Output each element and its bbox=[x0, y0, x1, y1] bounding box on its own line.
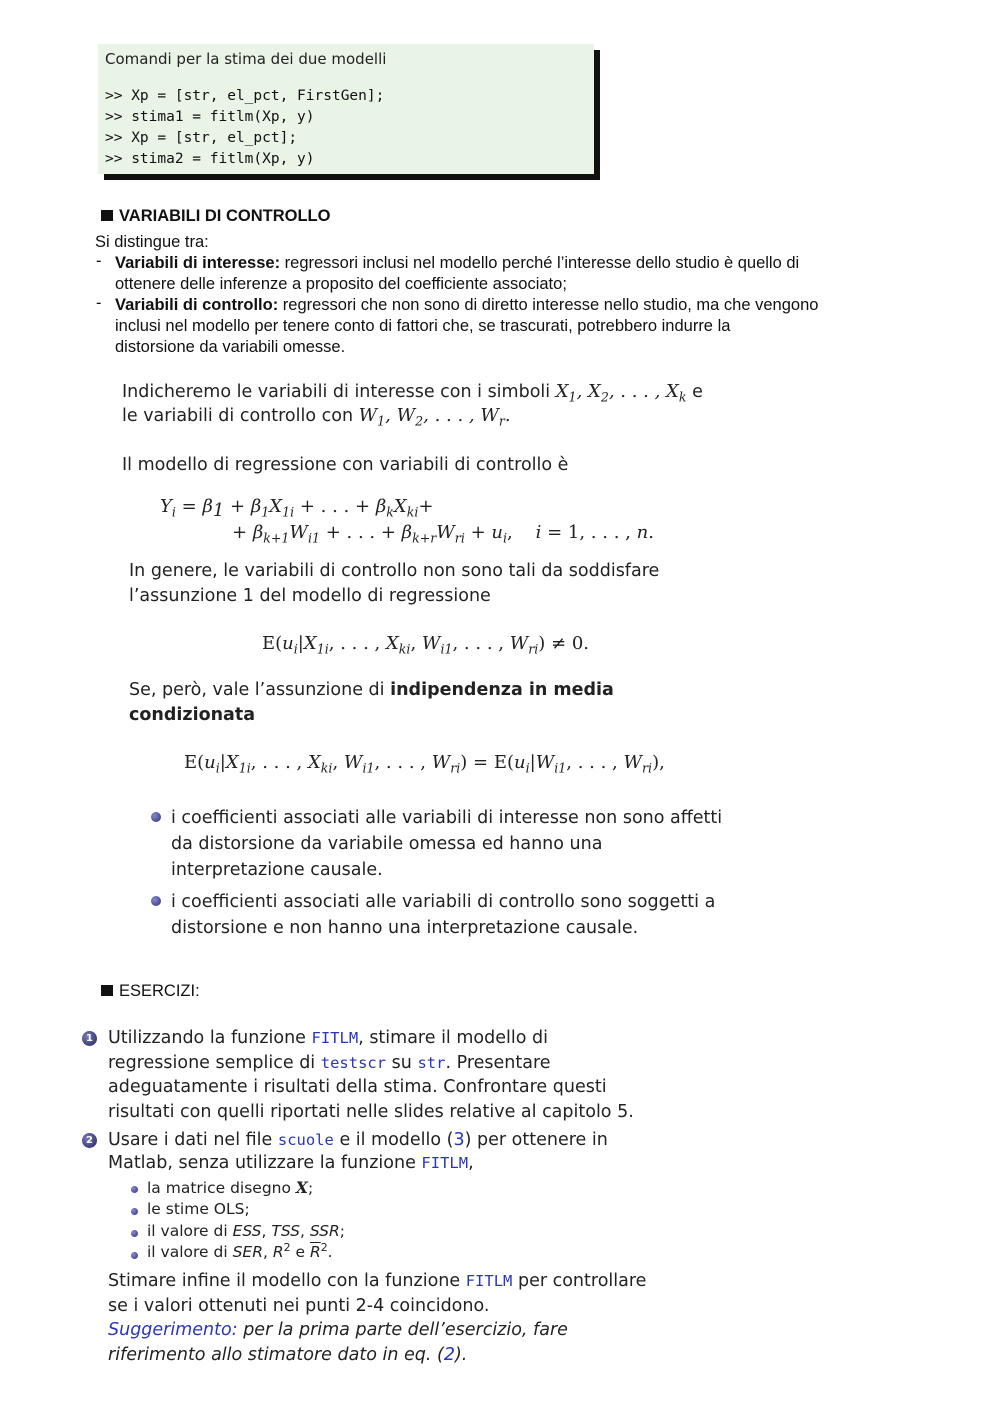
bullet-line: i coefficienti associati alle variabili di controllo sono soggetti a bbox=[171, 892, 716, 912]
sub-item-ser: il valore di SER, $R^2$ e $\overline{R}^2$. bbox=[147, 1241, 333, 1262]
section-heading-text: VARIABILI DI CONTROLLO bbox=[119, 207, 331, 225]
exercise-text: su bbox=[391, 1052, 412, 1073]
code-line: >> Xp = [str, el_pct]; bbox=[105, 130, 298, 146]
exercise-text: Utilizzando la funzione bbox=[108, 1028, 306, 1048]
equation-conditional-mean: $E(u_i|X_{1i}$, . . . , $X_{ki}$, $W_{i1}$, . . . , $W_{ri}) = E(u_i|W_{i1}$, . . . , $W_{ri}$), bbox=[184, 752, 665, 776]
exercise-2-outro bbox=[108, 1269, 646, 1367]
equation-ref-link[interactable]: 2 bbox=[443, 1344, 455, 1365]
exercise-text: ) per ottenere in bbox=[464, 1130, 608, 1150]
exercise-text: Matlab, senza utilizzare la funzione bbox=[108, 1153, 416, 1173]
bullet-line: interpretazione causale. bbox=[171, 860, 383, 880]
list-item-interesse bbox=[115, 253, 799, 295]
term-controllo: Variabili di controllo: bbox=[115, 296, 279, 314]
sub-bullet-icon bbox=[131, 1208, 138, 1215]
exercise-text: risultati con quelli riportati nelle slides relative al capitolo 5. bbox=[108, 1101, 634, 1122]
code-block-body bbox=[98, 44, 594, 174]
hint-text: per la prima parte dell’esercizio, fare bbox=[243, 1320, 568, 1340]
slide-line: e bbox=[692, 382, 703, 402]
equation-model-line2: + $\beta_{k+1}W_{i1}$ + . . . + $\beta_{k+r}W_{ri} + u_i$, i = 1, . . . , n. bbox=[232, 522, 654, 546]
sub-item-ess: il valore di ESS, TSS, SSR; bbox=[147, 1222, 345, 1240]
definition-line: inclusi nel modello per tenere conto di fattori che, se trascurati, potrebbero indurre la bbox=[115, 317, 731, 335]
square-bullet-icon bbox=[101, 210, 113, 221]
slide-line: le variabili di controllo con bbox=[122, 406, 354, 426]
definition-line: regressori inclusi nel modello perché l’interesse dello studio è quello di bbox=[280, 254, 800, 272]
code-keyword: FITLM bbox=[421, 1154, 469, 1172]
term-interesse: Variabili di interesse: bbox=[115, 254, 281, 272]
exercise-text: Usare i dati nel file bbox=[108, 1130, 273, 1150]
exercise-text: adeguatamente i risultati della stima. Confrontare questi bbox=[108, 1077, 607, 1097]
section-heading-esercizi bbox=[101, 982, 200, 1001]
bullet-icon bbox=[151, 896, 161, 906]
exercise-text: se i valori ottenuti nei punti 2-4 coincidono. bbox=[108, 1295, 490, 1316]
code-keyword: testscr bbox=[320, 1053, 387, 1072]
definition-line: ottenere delle inferenze a proposito del coefficiente associato; bbox=[115, 275, 567, 293]
sub-item-text: la matrice disegno bbox=[147, 1179, 291, 1197]
exercise-2-intro bbox=[108, 1129, 608, 1175]
section-heading-controllo bbox=[101, 207, 330, 226]
hint-text: ). bbox=[454, 1344, 468, 1365]
math-x-symbols: $X_1$, $X_2$, . . . , $X_k$ bbox=[555, 381, 687, 405]
bold-term: indipendenza in media bbox=[390, 680, 614, 700]
sub-item-ols: le stime OLS; bbox=[147, 1200, 250, 1218]
section-heading-text: ESERCIZI: bbox=[119, 982, 200, 1000]
sub-item-text: il valore di bbox=[147, 1243, 228, 1262]
exercise-text: . Presentare bbox=[445, 1052, 551, 1073]
section-intro: Si distingue tra: bbox=[95, 233, 209, 251]
sub-bullet-icon bbox=[131, 1186, 138, 1193]
exercise-text: regressione semplice di bbox=[108, 1052, 316, 1073]
bullet-line: distorsione e non hanno una interpretazione causale. bbox=[171, 918, 639, 938]
slide-text-controls bbox=[122, 405, 511, 429]
code-block-title: Comandi per la stima dei due modelli bbox=[105, 50, 387, 68]
hint-label: Suggerimento: bbox=[108, 1320, 238, 1340]
math-w-symbols: $W_1$, $W_2$, . . . , $W_r$. bbox=[358, 405, 511, 429]
square-bullet-icon bbox=[101, 985, 113, 996]
slide-para-assumption bbox=[129, 561, 659, 611]
code-keyword: scuole bbox=[277, 1131, 334, 1149]
dash-bullet: - bbox=[96, 294, 102, 312]
exercise-text: , bbox=[468, 1153, 474, 1173]
list-item-controllo bbox=[115, 295, 818, 358]
dash-bullet: - bbox=[96, 252, 102, 270]
bullet-item-interest bbox=[171, 805, 722, 883]
sub-item-text: il valore di bbox=[147, 1222, 228, 1240]
bold-term: condizionata bbox=[129, 705, 256, 725]
definition-line: distorsione da variabili omesse. bbox=[115, 338, 346, 356]
bullet-item-control bbox=[171, 889, 715, 941]
slide-text-symbols bbox=[122, 381, 703, 405]
enum-number-icon: 2 bbox=[82, 1133, 97, 1148]
sub-item-design-matrix: la matrice disegno X; bbox=[147, 1178, 314, 1197]
bullet-line: da distorsione da variabile omessa ed hanno una bbox=[171, 834, 603, 854]
sub-bullet-icon bbox=[131, 1252, 138, 1259]
slide-line: l’assunzione 1 del modello di regressione bbox=[129, 586, 491, 606]
hint-text: riferimento allo stimatore dato in eq. ( bbox=[108, 1344, 444, 1365]
code-line: >> stima1 = fitlm(Xp, y) bbox=[105, 109, 315, 125]
sub-bullet-icon bbox=[131, 1230, 138, 1237]
equation-expectation-nonzero: $E(u_i|X_{1i}$, . . . , $X_{ki}$, $W_{i1}$, . . . , $W_{ri}) \ne 0$. bbox=[262, 633, 590, 657]
code-keyword: FITLM bbox=[311, 1029, 359, 1047]
code-keyword: FITLM bbox=[465, 1272, 513, 1290]
code-block bbox=[98, 44, 594, 174]
slide-line: Se, però, vale l’assunzione di bbox=[129, 680, 385, 700]
equation-model-line1: $Y_i = \beta_1 + \beta_1X_{1i}$ + . . . + $\beta_kX_{ki}+$ bbox=[160, 496, 434, 522]
exercise-text: e il modello ( bbox=[339, 1130, 454, 1150]
code-keyword: str bbox=[417, 1053, 446, 1072]
code-line: >> stima2 = fitlm(Xp, y) bbox=[105, 151, 315, 167]
equation-ref-link[interactable]: 3 bbox=[453, 1130, 465, 1150]
enum-number-icon: 1 bbox=[82, 1031, 97, 1046]
code-line: >> Xp = [str, el_pct, FirstGen]; bbox=[105, 88, 385, 104]
exercise-1 bbox=[108, 1026, 634, 1124]
exercise-text: Stimare infine il modello con la funzione bbox=[108, 1271, 461, 1291]
bullet-line: i coefficienti associati alle variabili di interesse non sono affetti bbox=[171, 808, 723, 828]
slide-para-conditional bbox=[129, 680, 614, 730]
slide-text-model: Il modello di regressione con variabili di controllo è bbox=[122, 455, 569, 475]
exercise-text: per controllare bbox=[517, 1271, 647, 1291]
exercise-text: , stimare il modello di bbox=[358, 1028, 548, 1048]
definition-line: regressori che non sono di diretto interesse nello studio, ma che vengono bbox=[278, 296, 819, 314]
slide-line: In genere, le variabili di controllo non sono tali da soddisfare bbox=[129, 561, 660, 581]
bullet-icon bbox=[151, 812, 161, 822]
slide-line: Indicheremo le variabili di interesse con i simboli bbox=[122, 382, 551, 402]
